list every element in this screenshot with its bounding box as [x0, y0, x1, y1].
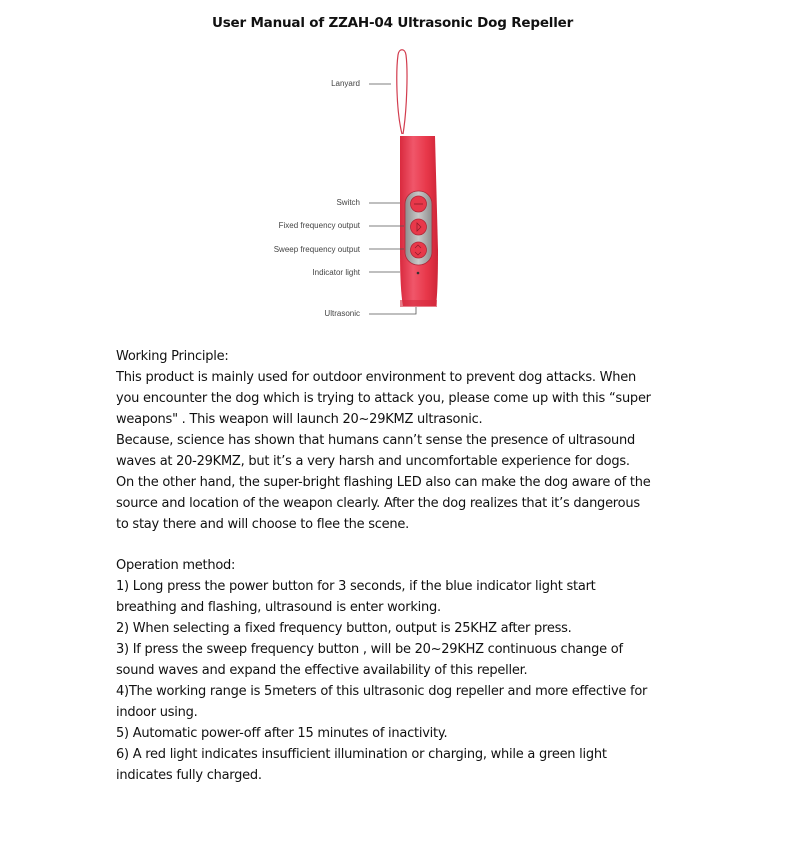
lanyard-loop: [397, 50, 407, 134]
text-line: 4)The working range is 5meters of this ultrasonic dog repeller and more effective for: [116, 684, 648, 699]
text-line: indoor using.: [116, 705, 198, 720]
product-diagram: [0, 0, 785, 340]
label-indicator-light: Indicator light: [312, 268, 360, 277]
indicator-light: [417, 272, 420, 275]
label-fixed-frequency: Fixed frequency output: [278, 221, 360, 230]
text-line: waves at 20-29KMZ, but it’s a very harsh and uncomfortable experience for dogs.: [116, 454, 630, 469]
section-heading: Working Principle:: [116, 349, 229, 364]
device-illustration: [0, 0, 785, 340]
fixed-frequency-button: [411, 219, 427, 235]
document-title: User Manual of ZZAH-04 Ultrasonic Dog Repeller: [211, 15, 574, 31]
label-switch: Switch: [336, 198, 360, 207]
section-heading: Operation method:: [116, 558, 236, 573]
label-sweep-frequency: Sweep frequency output: [273, 245, 360, 254]
text-line: This product is mainly used for outdoor environment to prevent dog attacks. When: [116, 370, 636, 385]
operation-method-section: [116, 555, 686, 786]
label-ultrasonic: Ultrasonic: [324, 309, 360, 318]
text-line: breathing and flashing, ultrasound is enter working.: [116, 600, 441, 615]
text-line: to stay there and will choose to flee the scene.: [116, 517, 410, 532]
sweep-frequency-button: [411, 242, 427, 258]
text-line: weapons" . This weapon will launch 20~29KMZ ultrasonic.: [116, 412, 483, 427]
text-line: you encounter the dog which is trying to attack you, please come up with this “super: [116, 391, 651, 406]
text-line: Because, science has shown that humans cann’t sense the presence of ultrasound: [116, 433, 636, 448]
text-line: source and location of the weapon clearly. After the dog realizes that it’s dangerous: [116, 496, 640, 511]
working-principle-section: [116, 346, 686, 535]
text-line: sound waves and expand the effective availability of this repeller.: [116, 663, 528, 678]
text-line: 1) Long press the power button for 3 seconds, if the blue indicator light start: [116, 579, 596, 594]
text-line: indicates fully charged.: [116, 768, 262, 783]
text-line: On the other hand, the super-bright flashing LED also can make the dog aware of the: [116, 475, 651, 490]
text-line: 3) If press the sweep frequency button , will be 20~29KHZ continuous change of: [116, 642, 623, 657]
label-lanyard: Lanyard: [331, 79, 360, 88]
text-line: 5) Automatic power-off after 15 minutes of inactivity.: [116, 726, 448, 741]
text-line: 6) A red light indicates insufficient illumination or charging, while a green light: [116, 747, 607, 762]
text-line: 2) When selecting a fixed frequency button, output is 25KHZ after press.: [116, 621, 572, 636]
